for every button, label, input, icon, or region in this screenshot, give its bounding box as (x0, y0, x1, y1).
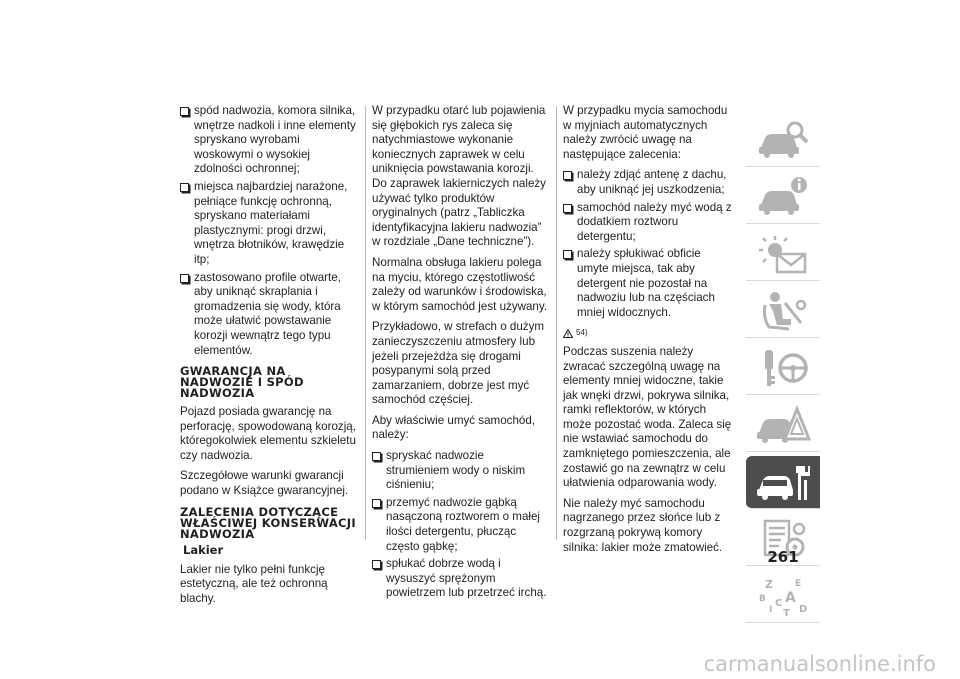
index-letter: B (759, 594, 766, 604)
paragraph: Przykładowo, w strefach o dużym zanieczyszczeniu atmosfery lub jeżeli przejeżdża się drogami posypanymi solą przed zamarzaniem, dobrze jest myć samochód częściej. (372, 320, 545, 407)
list-item: miejsca najbardziej narażone, pełniące funkcję ochronną, spryskano materiałami plastycznymi: progi drzwi, wnętrza błotników, krawędzie itp; (180, 180, 360, 268)
checkbox-bullet-icon (180, 107, 189, 116)
chapter-tab-index[interactable] (746, 570, 820, 623)
list-item: spryskać nadwozie strumieniem wody o niskim ciśnieniu; (372, 449, 550, 493)
warranty-heading: GWARANCJA NA NADWOZIE I SPÓD NADWOZIA (180, 364, 304, 401)
list-item: zastosowano profile otwarte, aby uniknąć skraplania i gromadzenia się wody, która może ułatwić powstawanie korozji wewnątrz tego typu elementów. (180, 271, 360, 359)
paint-subheading: Lakier (183, 542, 224, 557)
index-letter: A (785, 590, 796, 606)
checkbox-bullet-icon (180, 274, 189, 283)
car-maintenance-icon (755, 460, 811, 504)
index-letter: E (795, 579, 802, 589)
corrosion-protection-list (180, 104, 360, 358)
footer-watermark (0, 649, 960, 679)
key-steering-icon (755, 346, 811, 390)
car-magnifier-icon (755, 118, 811, 162)
column-1 (180, 104, 360, 612)
paragraph: W przypadku otarć lub pojawienia się głębokich rys zaleca się natychmiastowe wykonanie koniecznych zaprawek w celu uniknięcia powstawania korozji. Do zaprawek lakierniczych należy używać tylko produktów oryginalnych (patrz „Tabliczka identyfikacyjna lakieru nadwozia” w rozdziale „Dane techniczne”). (372, 104, 546, 249)
checkbox-bullet-icon (563, 171, 572, 180)
list-item: przemyć nadwozie gąbką nasączoną roztworem o małej ilości detergentu, płucząc często gąbkę; (372, 496, 550, 554)
paragraph: Normalna obsługa lakieru polega na myciu, którego częstotliwość zależy od warunków i środowiska, w którym samochód jest używany. (372, 255, 548, 313)
column-divider (556, 106, 557, 540)
list-item: spłukać dobrze wodą i wysuszyć sprężonym powietrzem lub przetrzeć irchą. (372, 557, 550, 601)
chapter-tab-emergency[interactable] (746, 399, 820, 452)
paragraph: Nie należy myć samochodu nagrzanego przez słońce lub z rozgrzaną pokrywą komory silnika: lakier może zmatowieć. (563, 496, 723, 554)
warning-triangle-icon (563, 329, 573, 338)
index-letter: I (769, 605, 773, 615)
paragraph: Szczegółowe warunki gwarancji podano w Książce gwarancyjnej. (180, 469, 349, 498)
list-item: należy zdjąć antenę z dachu, aby uniknąć jej uszkodzenia; (563, 168, 735, 197)
page-number: 261 (767, 548, 799, 566)
safety-seat-icon (755, 289, 811, 333)
column-divider (365, 106, 366, 540)
chapter-tab-safety[interactable] (746, 285, 820, 338)
index-letter: T (783, 608, 790, 618)
index-letter: Z (765, 578, 773, 591)
list-item: należy spłukiwać obficie umyte miejsca, tak aby detergent nie pozostał na nadwoziu lub na częściach mniej widocznych. (563, 247, 735, 320)
maintenance-heading: ZALECENIA DOTYCZĄCE WŁAŚCIWEJ KONSERWACJI NADWOZIA (180, 504, 356, 541)
paragraph: W przypadku mycia samochodu w myjniach automatycznych należy zwrócić uwagę na następujące zalecenia: (563, 104, 728, 161)
checkbox-bullet-icon (372, 560, 381, 569)
checkbox-bullet-icon (563, 204, 572, 213)
warning-lights-icon (755, 232, 811, 276)
chapter-tab-starting-driving[interactable] (746, 342, 820, 395)
car-info-icon (755, 175, 811, 219)
paragraph: Pojazd posiada gwarancję na perforację, spowodowaną korozją, któregokolwiek elementu szkieletu czy nadwozia. (180, 405, 356, 462)
washing-steps-list (372, 449, 550, 601)
chapter-tab-warning-lights[interactable] (746, 228, 820, 281)
list-item: spód nadwozia, komora silnika, wnętrze nadkoli i inne elementy spryskano wyrobami woskowymi o wysokiej zdolności ochronnej; (180, 104, 360, 177)
index-letter: C (775, 598, 783, 609)
warning-ref-number: 54) (576, 328, 588, 338)
list-item: samochód należy myć wodą z dodatkiem roztworu detergentu; (563, 201, 735, 245)
warning-reference[interactable] (563, 326, 735, 341)
footer-text: carmanualsonline.info (703, 652, 936, 676)
checkbox-bullet-icon (372, 499, 381, 508)
alphabetical-index-icon (755, 574, 811, 618)
column-3 (563, 104, 735, 561)
chapter-tab-maintenance[interactable] (746, 456, 820, 509)
chapter-tab-knowing-car[interactable] (746, 171, 820, 224)
index-letter: D (799, 604, 808, 615)
checkbox-bullet-icon (563, 250, 572, 259)
paragraph: Aby właściwie umyć samochód, należy: (372, 413, 536, 442)
roadside-warning-icon (755, 403, 811, 447)
column-2 (372, 104, 550, 607)
paragraph: Podczas suszenia należy zwracać szczególną uwagę na elementy mniej widoczne, takie jak wnęki drzwi, pokrywa silnika, ramki reflektorów, w których może pozostać woda. Zaleca się nie wstawiać samochodu do zamkniętego pomieszczenia, ale zostawić go na zewnątrz w celu ułatwienia odparowania wody. (563, 344, 732, 490)
checkbox-bullet-icon (372, 452, 381, 461)
checkbox-bullet-icon (180, 183, 189, 192)
chapter-tab-dashboard[interactable] (746, 114, 820, 167)
paragraph: Lakier nie tylko pełni funkcję estetyczną, ale też ochronną blachy. (180, 562, 328, 605)
car-wash-list (563, 168, 735, 320)
